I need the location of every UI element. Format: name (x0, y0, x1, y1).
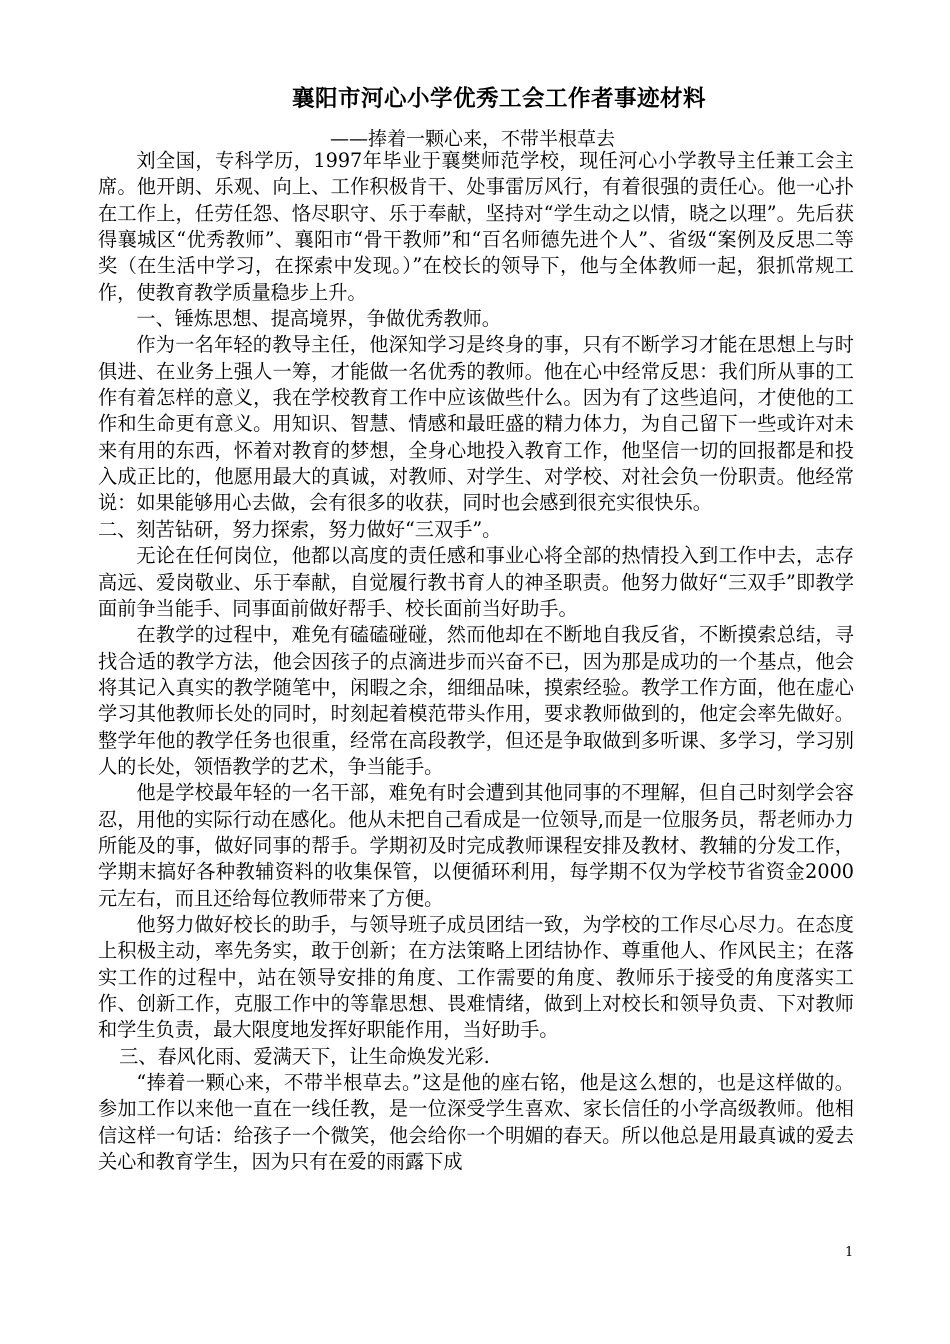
paragraph: 在教学的过程中，难免有磕磕碰碰，然而他却在不断地自我反省，不断摸索总结，寻找合适的教学方法，他会因孩子的点滴进步而兴奋不已，因为那是成功的一个基点，他会将其记入真实的教学随笔中，闲暇之余，细细品味，摸索经验。教学工作方面，他在虚心学习其他教师长处的同时，时刻起着模范带头作用，要求教师做到的，他定会率先做好。整学年他的教学任务也很重，经常在高段教学，但还是争取做到多听课、多学习，学习别人的长处，领悟教学的艺术，争当能手。 (98, 623, 854, 778)
document-body (98, 148, 854, 1175)
page-number: 1 (845, 1245, 854, 1260)
paragraph: “捧着一颗心来，不带半根草去。”这是他的座右铭，他是这么想的，也是这样做的。参加工作以来他一直在一线任教，是一位深受学生喜欢、家长信任的小学高级教师。他相信这样一句话：给孩子一个微笑，他会给你一个明媚的春天。所以他总是用最真诚的爱去关心和教育学生，因为只有在爱的雨露下成 (98, 1071, 854, 1174)
paragraph: 作为一名年轻的教导主任，他深知学习是终身的事，只有不断学习才能在思想上与时俱进、在业务上强人一筹，才能做一名优秀的教师。他在心中经常反思：我们所从事的工作有着怎样的意义，我在学校教育工作中应该做些什么。因为有了这些追问，才使他的工作和生命更有意义。用知识、智慧、情感和最旺盛的精力体力，为自己留下一些或许对未来有用的东西，怀着对教育的梦想，全身心地投入教育工作，他坚信一切的回报都是和投入成正比的，他愿用最大的真诚，对教师、对学生、对学校、对社会负一份职责。他经常说：如果能够用心去做，会有很多的收获，同时也会感到很充实很快乐。 (98, 333, 854, 515)
paragraph: 他努力做好校长的助手，与领导班子成员团结一致，为学校的工作尽心尽力。在态度上积极主动，率先务实，敢于创新；在方法策略上团结协作、尊重他人、作风民主；在落实工作的过程中，站在领导安排的角度、工作需要的角度、教师乐于接受的角度落实工作、创新工作，克服工作中的等靠思想、畏难情绪，做到上对校长和领导负责、下对教师和学生负责，最大限度地发挥好职能作用，当好助手。 (98, 912, 854, 1042)
section-heading-1: 一、锤炼思想、提高境界，争做优秀教师。 (136, 307, 501, 331)
section-heading-3: 三、春风化雨、爱满天下，让生命焕发光彩. (119, 1044, 490, 1068)
paragraph: 无论在任何岗位，他都以高度的责任感和事业心将全部的热情投入到工作中去，志存高远、爱岗敬业、乐于奉献，自觉履行教书育人的神圣职责。他努力做好“三双手”即教学面前争当能手、同事面前做好帮手、校长面前当好助手。 (98, 544, 854, 620)
document-subtitle: ——捧着一颗心来，不带半根草去 (330, 128, 616, 150)
document-title: 襄阳市河心小学优秀工会工作者事迹材料 (291, 86, 706, 112)
section-heading-2: 二、刻苦钻研，努力探索，努力做好“三双手”。 (98, 517, 502, 541)
paragraph: 他是学校最年轻的一名干部，难免有时会遭到其他同事的不理解，但自己时刻学会容忍，用他的实际行动在感化。他从未把自己看成是一位领导,而是一位服务员，帮老师办力所能及的事，做好同事的帮手。学期初及时完成教师课程安排及教材、教辅的分发工作，学期末搞好各种教辅资料的收集保管，以便循环利用，每学期不仅为学校节省资金2000元左右，而且还给每位教师带来了方便。 (98, 781, 854, 910)
paragraph-intro: 刘全国，专科学历，1997年毕业于襄樊师范学校，现任河心小学教导主任兼工会主席。他开朗、乐观、向上、工作积极肯干、处事雷厉风行，有着很强的责任心。他一心扑在工作上，任劳任怨、恪尽职守、乐于奉献，坚持对“学生动之以情，晓之以理”。先后获得襄城区“优秀教师”、襄阳市“骨干教师”和“百名师德先进个人”、省级“案例及反思二等奖（在生活中学习，在探索中发现。）”在校长的领导下，他与全体教师一起，狠抓常规工作，使教育教学质量稳步上升。 (98, 149, 854, 304)
